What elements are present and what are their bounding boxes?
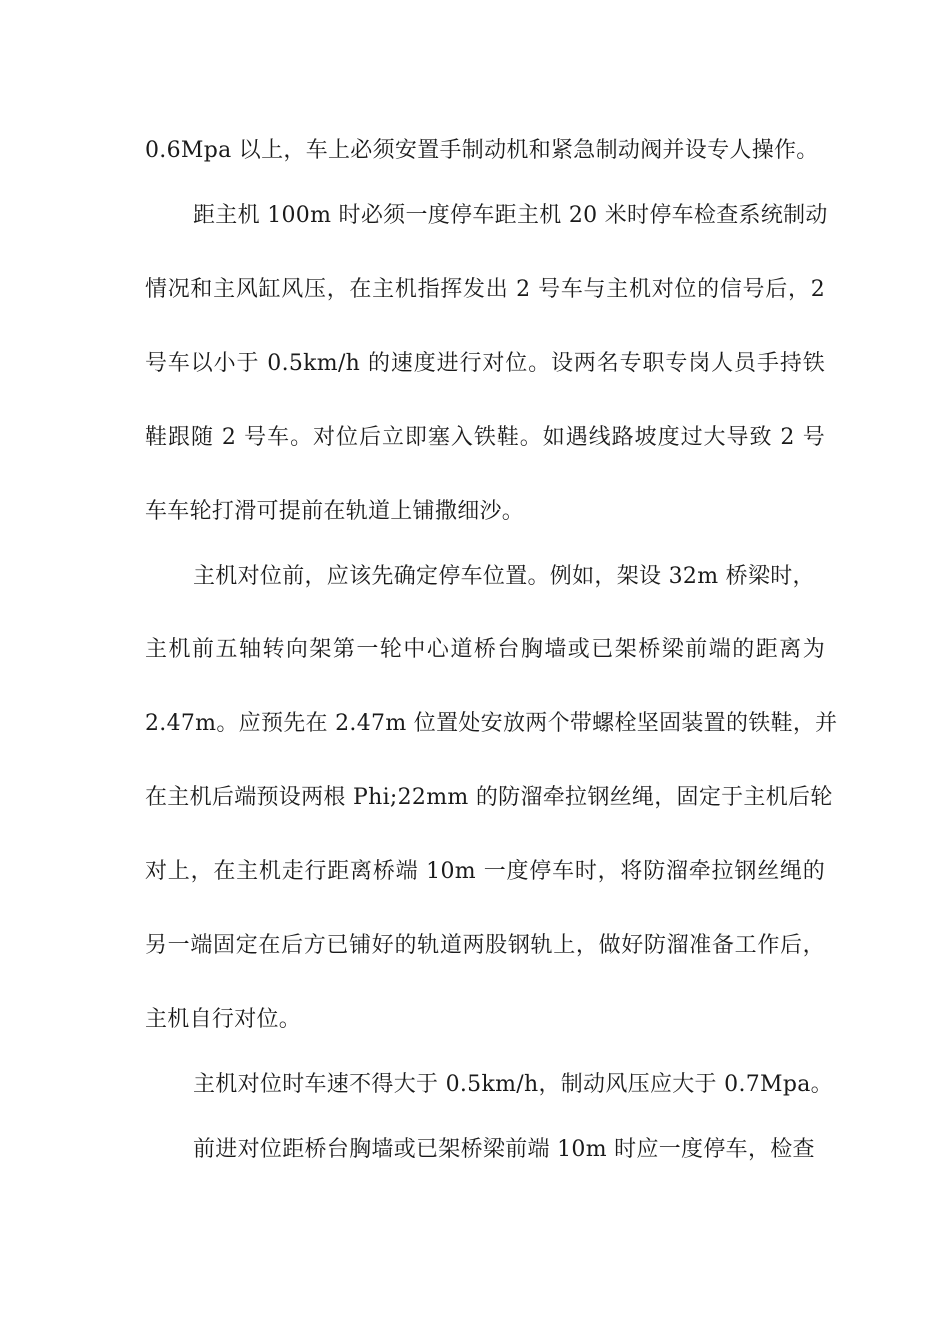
text-line: 主机自行对位。 xyxy=(145,1007,302,1032)
text-line: 主机前五轴转向架第一轮中心道桥台胸墙或已架桥梁前端的距离为 xyxy=(145,637,825,662)
text-line: 对上，在主机走行距离桥端 10m 一度停车时，将防溜牵拉钢丝绳的 xyxy=(145,859,825,884)
text-line: 2.47m。应预先在 2.47m 位置处安放两个带螺栓坚固装置的铁鞋，并 xyxy=(145,711,838,736)
text-line: 在主机后端预设两根 Phi;22mm 的防溜牵拉钢丝绳，固定于主机后轮 xyxy=(145,785,833,810)
paragraph-first-line: 主机对位前，应该先确定停车位置。例如，架设 32m 桥梁时， xyxy=(193,564,815,589)
text-line: 另一端固定在后方已铺好的轨道两股钢轨上，做好防溜准备工作后， xyxy=(145,933,825,958)
text-line: 情况和主风缸风压，在主机指挥发出 2 号车与主机对位的信号后，2 xyxy=(145,277,825,302)
text-line: 0.6Mpa 以上，车上必须安置手制动机和紧急制动阀并设专人操作。 xyxy=(145,138,819,163)
paragraph-first-line: 距主机 100m 时必须一度停车距主机 20 米时停车检查系统制动 xyxy=(193,203,828,228)
text-line: 车车轮打滑可提前在轨道上铺撒细沙。 xyxy=(145,499,525,524)
paragraph-first-line: 前进对位距桥台胸墙或已架桥梁前端 10m 时应一度停车，检查 xyxy=(193,1137,815,1162)
text-line: 号车以小于 0.5km/h 的速度进行对位。设两名专职专岗人员手持铁 xyxy=(145,351,825,376)
text-line: 鞋跟随 2 号车。对位后立即塞入铁鞋。如遇线路坡度过大导致 2 号 xyxy=(145,425,825,450)
paragraph-first-line: 主机对位时车速不得大于 0.5km/h，制动风压应大于 0.7Mpa。 xyxy=(193,1072,833,1097)
